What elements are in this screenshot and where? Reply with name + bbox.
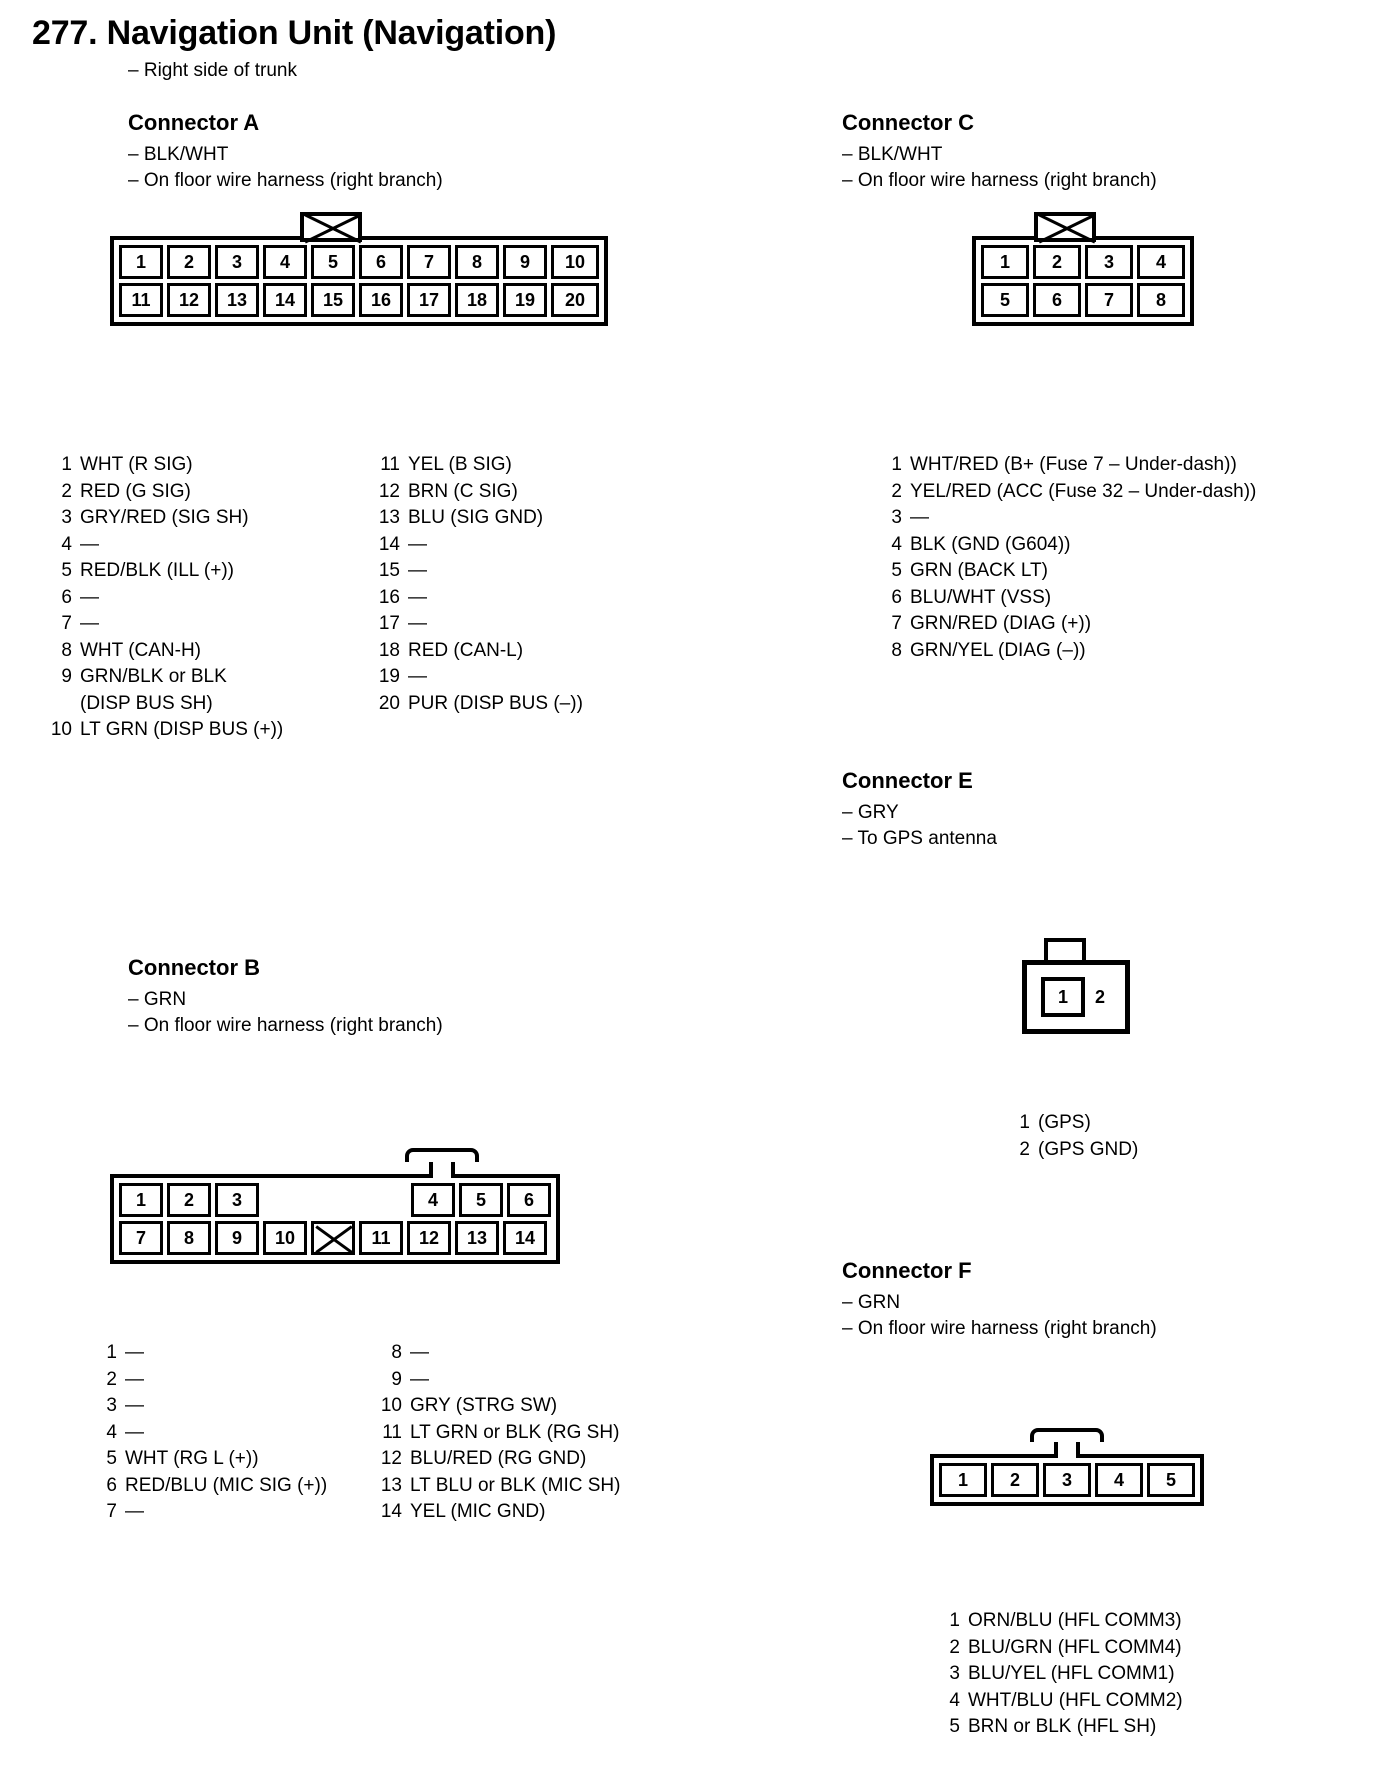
pin-row [872, 638, 1352, 665]
connector-e-pinlist [1000, 1110, 1300, 1163]
pin-desc: YEL (MIC GND) [410, 1501, 546, 1522]
connector-e-housing [1022, 938, 1130, 1034]
connector-e-note-1: – GRY [842, 802, 899, 823]
pin-cell-blank [263, 1183, 407, 1217]
pin-cell: 7 [1085, 283, 1133, 317]
pin-number: 6 [106, 1474, 117, 1496]
connector-c-heading: Connector C [842, 110, 974, 135]
pin-row [930, 1608, 1330, 1635]
latch-bowtie-icon [1034, 212, 1096, 242]
pin-cell: 12 [407, 1221, 451, 1255]
pin-desc: WHT/BLU (HFL COMM2) [968, 1689, 1183, 1711]
pin-desc: — [125, 1368, 144, 1390]
pin-cell: 2 [1033, 245, 1081, 279]
pin-cell: 3 [1043, 1463, 1091, 1497]
connector-c-note-2: – On floor wire harness (right branch) [842, 170, 1157, 191]
pin-number: 5 [949, 1716, 960, 1737]
pin-cell: 10 [551, 245, 599, 279]
pin-row [370, 585, 690, 612]
pin-number: 8 [61, 639, 72, 661]
pin-desc: RED/BLK (ILL (+)) [80, 560, 234, 581]
pin-cell: 6 [359, 245, 403, 279]
pin-desc: — [125, 1395, 144, 1416]
pin-row [372, 1393, 702, 1420]
pin-row [872, 505, 1352, 532]
pin-desc: — [80, 613, 99, 634]
pin-row-cont [42, 691, 362, 718]
pin-cell: 4 [263, 245, 307, 279]
pin-cell: 2 [167, 245, 211, 279]
pin-row [872, 532, 1352, 559]
pin-cell: 8 [1137, 283, 1185, 317]
pin-desc: BLU/RED (RG GND) [410, 1448, 587, 1469]
pin-cell: 1 [1041, 977, 1085, 1017]
pin-cell: 4 [1137, 245, 1185, 279]
pin-desc: BLU/WHT (VSS) [910, 586, 1052, 608]
pin-number: 13 [380, 1474, 402, 1496]
pin-desc: RED (G SIG) [80, 480, 191, 502]
pin-number: 12 [380, 1448, 402, 1469]
pin-number: 2 [1019, 1138, 1030, 1160]
pin-number: 4 [949, 1689, 960, 1711]
pin-desc: — [125, 1501, 144, 1522]
pin-cell: 10 [263, 1221, 307, 1255]
pin-cell: 7 [119, 1221, 163, 1255]
pin-desc: — [80, 586, 99, 608]
pin-row [370, 452, 690, 479]
pin-cell: 18 [455, 283, 499, 317]
pin-number: 18 [378, 639, 400, 661]
pin-desc: ORN/BLU (HFL COMM3) [968, 1610, 1182, 1631]
pin-row [872, 479, 1352, 506]
pin-cell: 13 [455, 1221, 499, 1255]
connector-a-pinlist-left [42, 452, 362, 744]
pin-desc: PUR (DISP BUS (–)) [408, 692, 583, 714]
gps-body [1022, 960, 1130, 1034]
pin-number: 6 [61, 586, 72, 608]
pin-cell: 16 [359, 283, 403, 317]
pin-desc: — [410, 1342, 429, 1363]
pin-number: 10 [50, 719, 72, 740]
pin-row [42, 479, 362, 506]
pin-number: 10 [380, 1395, 402, 1416]
pin-row [872, 558, 1352, 585]
pin-desc: GRN/YEL (DIAG (–)) [910, 639, 1086, 661]
pin-cell: 6 [507, 1183, 551, 1217]
pin-desc: LT GRN (DISP BUS (+)) [80, 719, 284, 740]
pin-cell: 5 [1147, 1463, 1195, 1497]
pin-row [930, 1635, 1330, 1662]
pin-number: 16 [378, 586, 400, 608]
pin-cell: 5 [459, 1183, 503, 1217]
pin-number: 5 [891, 560, 902, 581]
pin-desc: — [408, 560, 427, 581]
pin-row [370, 505, 690, 532]
pin-cell: 19 [503, 283, 547, 317]
pin-cell: 1 [119, 245, 163, 279]
pin-row [872, 585, 1352, 612]
pin-row [930, 1688, 1330, 1715]
pin-cell: 14 [503, 1221, 547, 1255]
pin-cell: 3 [215, 1183, 259, 1217]
pin-row [95, 1367, 395, 1394]
latch-bowtie-icon [300, 212, 362, 242]
pin-row [372, 1420, 702, 1447]
pin-row [95, 1340, 395, 1367]
pin-number: 17 [378, 613, 400, 634]
pin-cell: 6 [1033, 283, 1081, 317]
pin-desc: LT GRN or BLK (RG SH) [410, 1421, 620, 1443]
pin-row [95, 1393, 395, 1420]
connector-b-note-2: – On floor wire harness (right branch) [128, 1015, 443, 1036]
pin-desc: YEL (B SIG) [408, 454, 512, 475]
pin-desc: — [125, 1342, 144, 1363]
pin-desc-cont: (DISP BUS SH) [80, 692, 213, 714]
latch-t-icon [1030, 1428, 1104, 1458]
pin-number: 1 [61, 454, 72, 475]
connector-a-note-1: – BLK/WHT [128, 144, 229, 165]
pin-number: 7 [61, 613, 72, 634]
pin-number: 8 [891, 639, 902, 661]
pin-desc: GRY/RED (SIG SH) [80, 507, 249, 528]
pin-number: 9 [391, 1368, 402, 1390]
connector-c-note-1: – BLK/WHT [842, 144, 943, 165]
pin-cell: 17 [407, 283, 451, 317]
pin-cell: 11 [359, 1221, 403, 1255]
pin-cell: 8 [167, 1221, 211, 1255]
gps-latch-icon [1044, 938, 1086, 960]
pin-row [370, 479, 690, 506]
pin-number: 3 [61, 507, 72, 528]
pin-desc: BRN (C SIG) [408, 480, 518, 502]
pin-number: 3 [106, 1395, 117, 1416]
connector-c-row-2 [981, 283, 1185, 317]
pin-desc: BLU/YEL (HFL COMM1) [968, 1663, 1175, 1684]
pin-desc: BLK (GND (G604)) [910, 533, 1071, 555]
pin-row [42, 452, 362, 479]
pin-number: 7 [106, 1501, 117, 1522]
pin-cell: 2 [1094, 986, 1105, 1007]
pin-number: 1 [891, 454, 902, 475]
pin-number: 2 [891, 480, 902, 502]
pin-row [872, 452, 1352, 479]
pin-cell: 2 [991, 1463, 1039, 1497]
pin-number: 1 [1019, 1112, 1030, 1133]
connector-b-housing [110, 1148, 560, 1264]
connector-f-housing [930, 1428, 1204, 1506]
pin-row [95, 1473, 395, 1500]
pin-number: 6 [891, 586, 902, 608]
pin-desc: RED/BLU (MIC SIG (+)) [125, 1474, 328, 1496]
pin-cell: 4 [411, 1183, 455, 1217]
pin-row [42, 611, 362, 638]
pin-cell: 8 [455, 245, 499, 279]
connector-f-note-2: – On floor wire harness (right branch) [842, 1318, 1157, 1339]
pin-desc: LT BLU or BLK (MIC SH) [410, 1474, 621, 1496]
pin-cell: 14 [263, 283, 307, 317]
pin-row [1000, 1110, 1300, 1137]
pin-number: 14 [378, 533, 400, 555]
pin-desc: GRN/RED (DIAG (+)) [910, 613, 1092, 634]
pin-desc: YEL/RED (ACC (Fuse 32 – Under-dash)) [910, 480, 1257, 502]
pin-row [95, 1420, 395, 1447]
pin-number: 11 [380, 454, 400, 475]
connector-c-pinlist [872, 452, 1352, 664]
pin-number: 4 [891, 533, 902, 555]
pin-row [370, 664, 690, 691]
pin-cell: 3 [1085, 245, 1133, 279]
pin-number: 2 [106, 1368, 117, 1390]
pin-cell: 13 [215, 283, 259, 317]
pin-desc: — [410, 1368, 429, 1390]
connector-b-note-1: – GRN [128, 989, 187, 1010]
connector-f-row-1 [939, 1463, 1195, 1497]
pin-row [930, 1661, 1330, 1688]
connector-b-pinlist-left [95, 1340, 395, 1526]
pin-number: 5 [61, 560, 72, 581]
pin-row [930, 1714, 1330, 1741]
connector-a-row-2 [119, 283, 599, 317]
pin-number: 9 [61, 666, 72, 687]
pin-desc: (GPS) [1038, 1112, 1091, 1133]
connector-b-pinlist-right [372, 1340, 702, 1526]
pin-desc: — [408, 613, 427, 634]
pin-number: 13 [378, 507, 400, 528]
pin-cell: 9 [503, 245, 547, 279]
pin-row [42, 532, 362, 559]
pin-row [42, 585, 362, 612]
pin-row [370, 532, 690, 559]
pin-number: 7 [891, 613, 902, 634]
pin-row [42, 717, 362, 744]
pin-cell: 12 [167, 283, 211, 317]
connector-a-housing [110, 212, 608, 326]
pin-number: 4 [61, 533, 72, 555]
connector-a-note-2: – On floor wire harness (right branch) [128, 170, 443, 191]
pin-cell: 5 [981, 283, 1029, 317]
pin-row [372, 1340, 702, 1367]
pin-desc: WHT/RED (B+ (Fuse 7 – Under-dash)) [910, 454, 1237, 475]
connector-f-heading: Connector F [842, 1258, 972, 1283]
page-title: 277. Navigation Unit (Navigation) [32, 14, 557, 52]
pin-desc: BLU (SIG GND) [408, 507, 544, 528]
pin-cell: 20 [551, 283, 599, 317]
pin-desc: — [408, 533, 427, 555]
pin-row [372, 1499, 702, 1526]
latch-bowtie-icon [311, 1221, 355, 1255]
pin-number: 15 [378, 560, 400, 581]
pin-cell: 1 [119, 1183, 163, 1217]
pin-cell: 2 [167, 1183, 211, 1217]
connector-a-heading: Connector A [128, 110, 260, 135]
pin-row [370, 691, 690, 718]
connector-c-row-1 [981, 245, 1185, 279]
pin-cell: 1 [981, 245, 1029, 279]
pin-number: 2 [949, 1636, 960, 1658]
pin-desc: BRN or BLK (HFL SH) [968, 1716, 1157, 1737]
pin-row [95, 1499, 395, 1526]
pin-number: 3 [891, 507, 902, 528]
pin-desc: GRN/BLK or BLK [80, 666, 227, 687]
pin-desc: GRN (BACK LT) [910, 560, 1048, 581]
pin-number: 20 [378, 692, 400, 714]
connector-f-note-1: – GRN [842, 1292, 901, 1313]
pin-cell: 1 [939, 1463, 987, 1497]
pin-number: 14 [380, 1501, 402, 1522]
pin-desc: (GPS GND) [1038, 1138, 1139, 1160]
pin-cell: 5 [311, 245, 355, 279]
connector-b-heading: Connector B [128, 955, 260, 980]
pin-number: 4 [106, 1421, 117, 1443]
pin-desc: BLU/GRN (HFL COMM4) [968, 1636, 1182, 1658]
pin-row [370, 611, 690, 638]
pin-desc: WHT (RG L (+)) [125, 1448, 259, 1469]
connector-b-row-2 [119, 1221, 551, 1255]
pin-row [372, 1473, 702, 1500]
pin-number: 3 [949, 1663, 960, 1684]
pin-number: 12 [378, 480, 400, 502]
pin-row [872, 611, 1352, 638]
pin-number: 1 [949, 1610, 960, 1631]
connector-f-pinlist [930, 1608, 1330, 1741]
pin-desc: GRY (STRG SW) [410, 1395, 558, 1416]
pin-row [1000, 1137, 1300, 1164]
pin-row [95, 1446, 395, 1473]
pin-desc: RED (CAN-L) [408, 639, 524, 661]
pin-number: 19 [378, 666, 400, 687]
connector-b-row-1 [119, 1183, 551, 1217]
pin-row [42, 664, 362, 691]
pin-row [372, 1367, 702, 1394]
pin-desc: — [125, 1421, 144, 1443]
pin-number: 11 [382, 1421, 402, 1443]
pin-cell: 3 [215, 245, 259, 279]
connector-e-note-2: – To GPS antenna [842, 828, 997, 849]
pin-cell: 11 [119, 283, 163, 317]
pin-cell: 4 [1095, 1463, 1143, 1497]
pin-desc: WHT (R SIG) [80, 454, 193, 475]
pin-cell: 7 [407, 245, 451, 279]
pin-cell: 9 [215, 1221, 259, 1255]
pin-cell: 15 [311, 283, 355, 317]
pin-desc: WHT (CAN-H) [80, 639, 202, 661]
connector-e-heading: Connector E [842, 768, 973, 793]
pin-row [42, 638, 362, 665]
pin-desc: — [408, 586, 427, 608]
connector-c-housing [972, 212, 1194, 326]
pin-desc: — [80, 533, 99, 555]
connector-a-row-1 [119, 245, 599, 279]
pin-number: 8 [391, 1342, 402, 1363]
pin-row [42, 505, 362, 532]
pin-number: 2 [61, 480, 72, 502]
pin-row [370, 638, 690, 665]
pin-row [372, 1446, 702, 1473]
pin-row [370, 558, 690, 585]
latch-t-icon [405, 1148, 479, 1178]
pin-desc: — [408, 666, 427, 687]
pin-number: 1 [106, 1342, 117, 1363]
location-note: – Right side of trunk [128, 60, 297, 81]
pin-desc: — [910, 507, 929, 528]
pin-number: 5 [106, 1448, 117, 1469]
connector-a-pinlist-right [370, 452, 690, 717]
pin-row [42, 558, 362, 585]
